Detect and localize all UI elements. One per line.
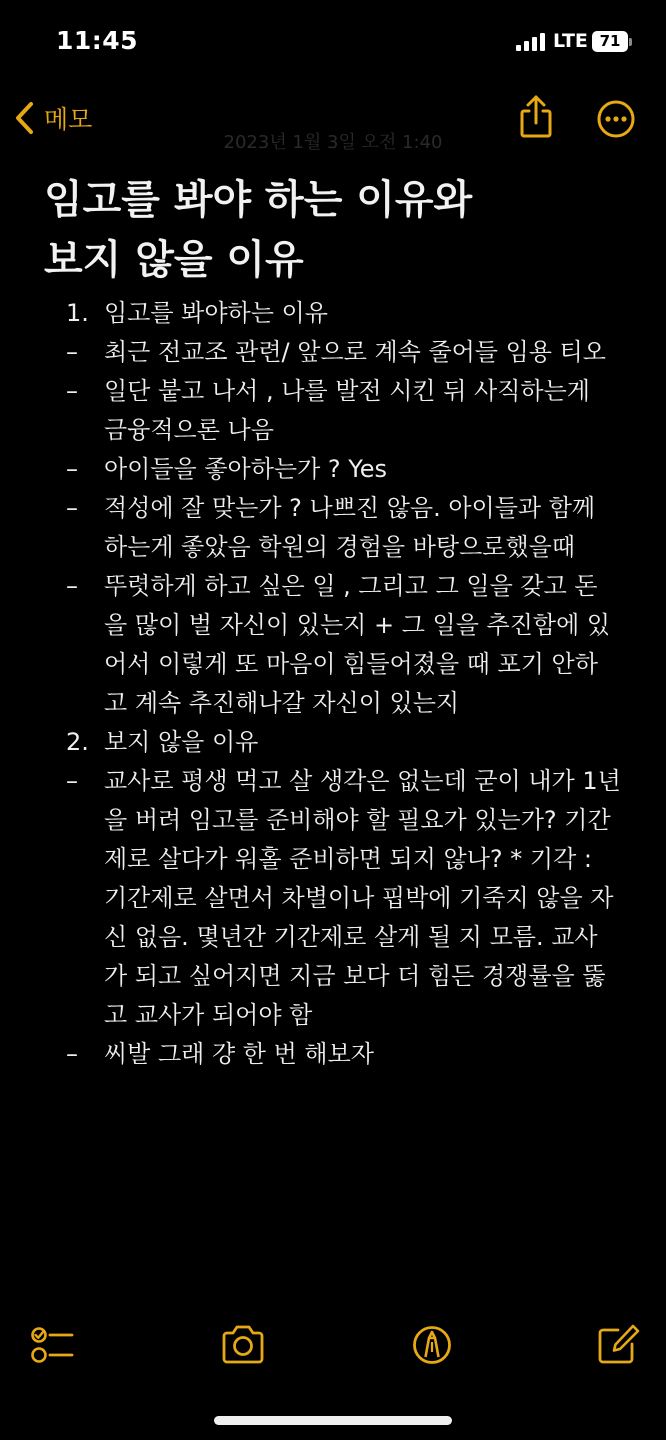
note-line	[0, 918, 666, 957]
note-date: 2023년 1월 3일 오전 1:40	[223, 132, 443, 153]
line-text: 교사로 평생 먹고 살 생각은 없는데 굳이 내가 1년	[104, 767, 621, 795]
line-text: 고 계속 추진해나갈 자신이 있는지	[104, 689, 460, 717]
line-marker: –	[66, 338, 78, 366]
note-line	[0, 372, 666, 411]
note-line	[0, 294, 666, 333]
line-text: 적성에 잘 맞는가 ? 나쁘진 않음. 아이들과 함께	[104, 494, 596, 522]
note-title-line-1: 임고를 봐야 하는 이유와	[44, 177, 473, 223]
line-marker: –	[66, 494, 78, 522]
note-line	[0, 450, 666, 489]
line-text: 씨발 그래 걍 한 번 해보자	[104, 1040, 374, 1068]
line-text: 보지 않을 이유	[104, 728, 259, 756]
note-line	[0, 879, 666, 918]
line-text: 가 되고 싶어지면 지금 보다 더 힘든 경쟁률을 뚫	[104, 962, 606, 990]
note-line	[0, 840, 666, 879]
share-button[interactable]	[516, 94, 556, 140]
note-line	[0, 996, 666, 1035]
battery-tip	[629, 38, 632, 46]
line-marker: 1.	[66, 299, 89, 327]
line-text: 신 없음. 몇년간 기간제로 살게 될 지 모름. 교사	[104, 923, 598, 951]
line-marker: –	[66, 455, 78, 483]
note-lines	[0, 294, 666, 1074]
line-text: 제로 살다가 워홀 준비하면 되지 않나? * 기각 :	[104, 845, 592, 873]
line-marker: –	[66, 767, 78, 795]
more-button[interactable]	[596, 99, 636, 139]
note-title-line-2: 보지 않을 이유	[44, 237, 304, 283]
line-text: 뚜렷하게 하고 싶은 일 , 그리고 그 일을 갖고 돈	[104, 572, 598, 600]
line-text: 일단 붙고 나서 , 나를 발전 시킨 뒤 사직하는게	[104, 377, 590, 405]
line-text: 금융적으론 나음	[104, 416, 274, 444]
note-line	[0, 606, 666, 645]
note-line	[0, 1035, 666, 1074]
note-line	[0, 957, 666, 996]
cellular-signal-icon	[516, 33, 546, 51]
line-marker: 2.	[66, 728, 89, 756]
battery-icon	[592, 31, 628, 52]
note-line	[0, 684, 666, 723]
line-marker: –	[66, 377, 78, 405]
checklist-icon	[26, 1322, 76, 1368]
battery-level: 71	[599, 32, 621, 50]
note-title[interactable]	[44, 170, 644, 290]
line-text: 하는게 좋았음 학원의 경험을 바탕으로했을때	[104, 533, 576, 561]
line-text: 을 많이 벌 자신이 있는지 + 그 일을 추진함에 있	[104, 611, 611, 639]
line-marker: –	[66, 1040, 78, 1068]
status-bar	[0, 0, 666, 88]
back-label: 메모	[44, 105, 93, 134]
note-line	[0, 567, 666, 606]
markup-button[interactable]	[407, 1322, 457, 1368]
markup-pen-icon	[407, 1322, 457, 1368]
line-text: 고 교사가 되어야 함	[104, 1001, 313, 1029]
note-line	[0, 333, 666, 372]
status-time: 11:45	[56, 26, 139, 55]
note-line	[0, 528, 666, 567]
line-text: 을 버려 임고를 준비해야 할 필요가 있는가? 기간	[104, 806, 611, 834]
camera-icon	[218, 1322, 268, 1368]
home-indicator[interactable]	[214, 1416, 452, 1425]
camera-button[interactable]	[218, 1322, 268, 1368]
line-text: 어서 이렇게 또 마음이 힘들어졌을 때 포기 안하	[104, 650, 598, 678]
share-icon	[516, 94, 556, 140]
note-line	[0, 645, 666, 684]
note-line	[0, 723, 666, 762]
line-text: 기간제로 살면서 차별이나 핍박에 기죽지 않을 자	[104, 884, 614, 912]
line-text: 아이들을 좋아하는가 ? Yes	[104, 455, 388, 483]
note-line	[0, 801, 666, 840]
ellipsis-circle-icon	[596, 99, 636, 139]
checklist-button[interactable]	[26, 1322, 76, 1368]
compose-icon	[594, 1322, 644, 1368]
network-type: LTE	[553, 30, 588, 52]
line-text: 임고를 봐야하는 이유	[104, 299, 328, 327]
line-marker: –	[66, 572, 78, 600]
note-line	[0, 762, 666, 801]
note-line	[0, 489, 666, 528]
note-line	[0, 411, 666, 450]
compose-button[interactable]	[594, 1322, 644, 1368]
line-text: 최근 전교조 관련/ 앞으로 계속 줄어들 임용 티오	[104, 338, 606, 366]
